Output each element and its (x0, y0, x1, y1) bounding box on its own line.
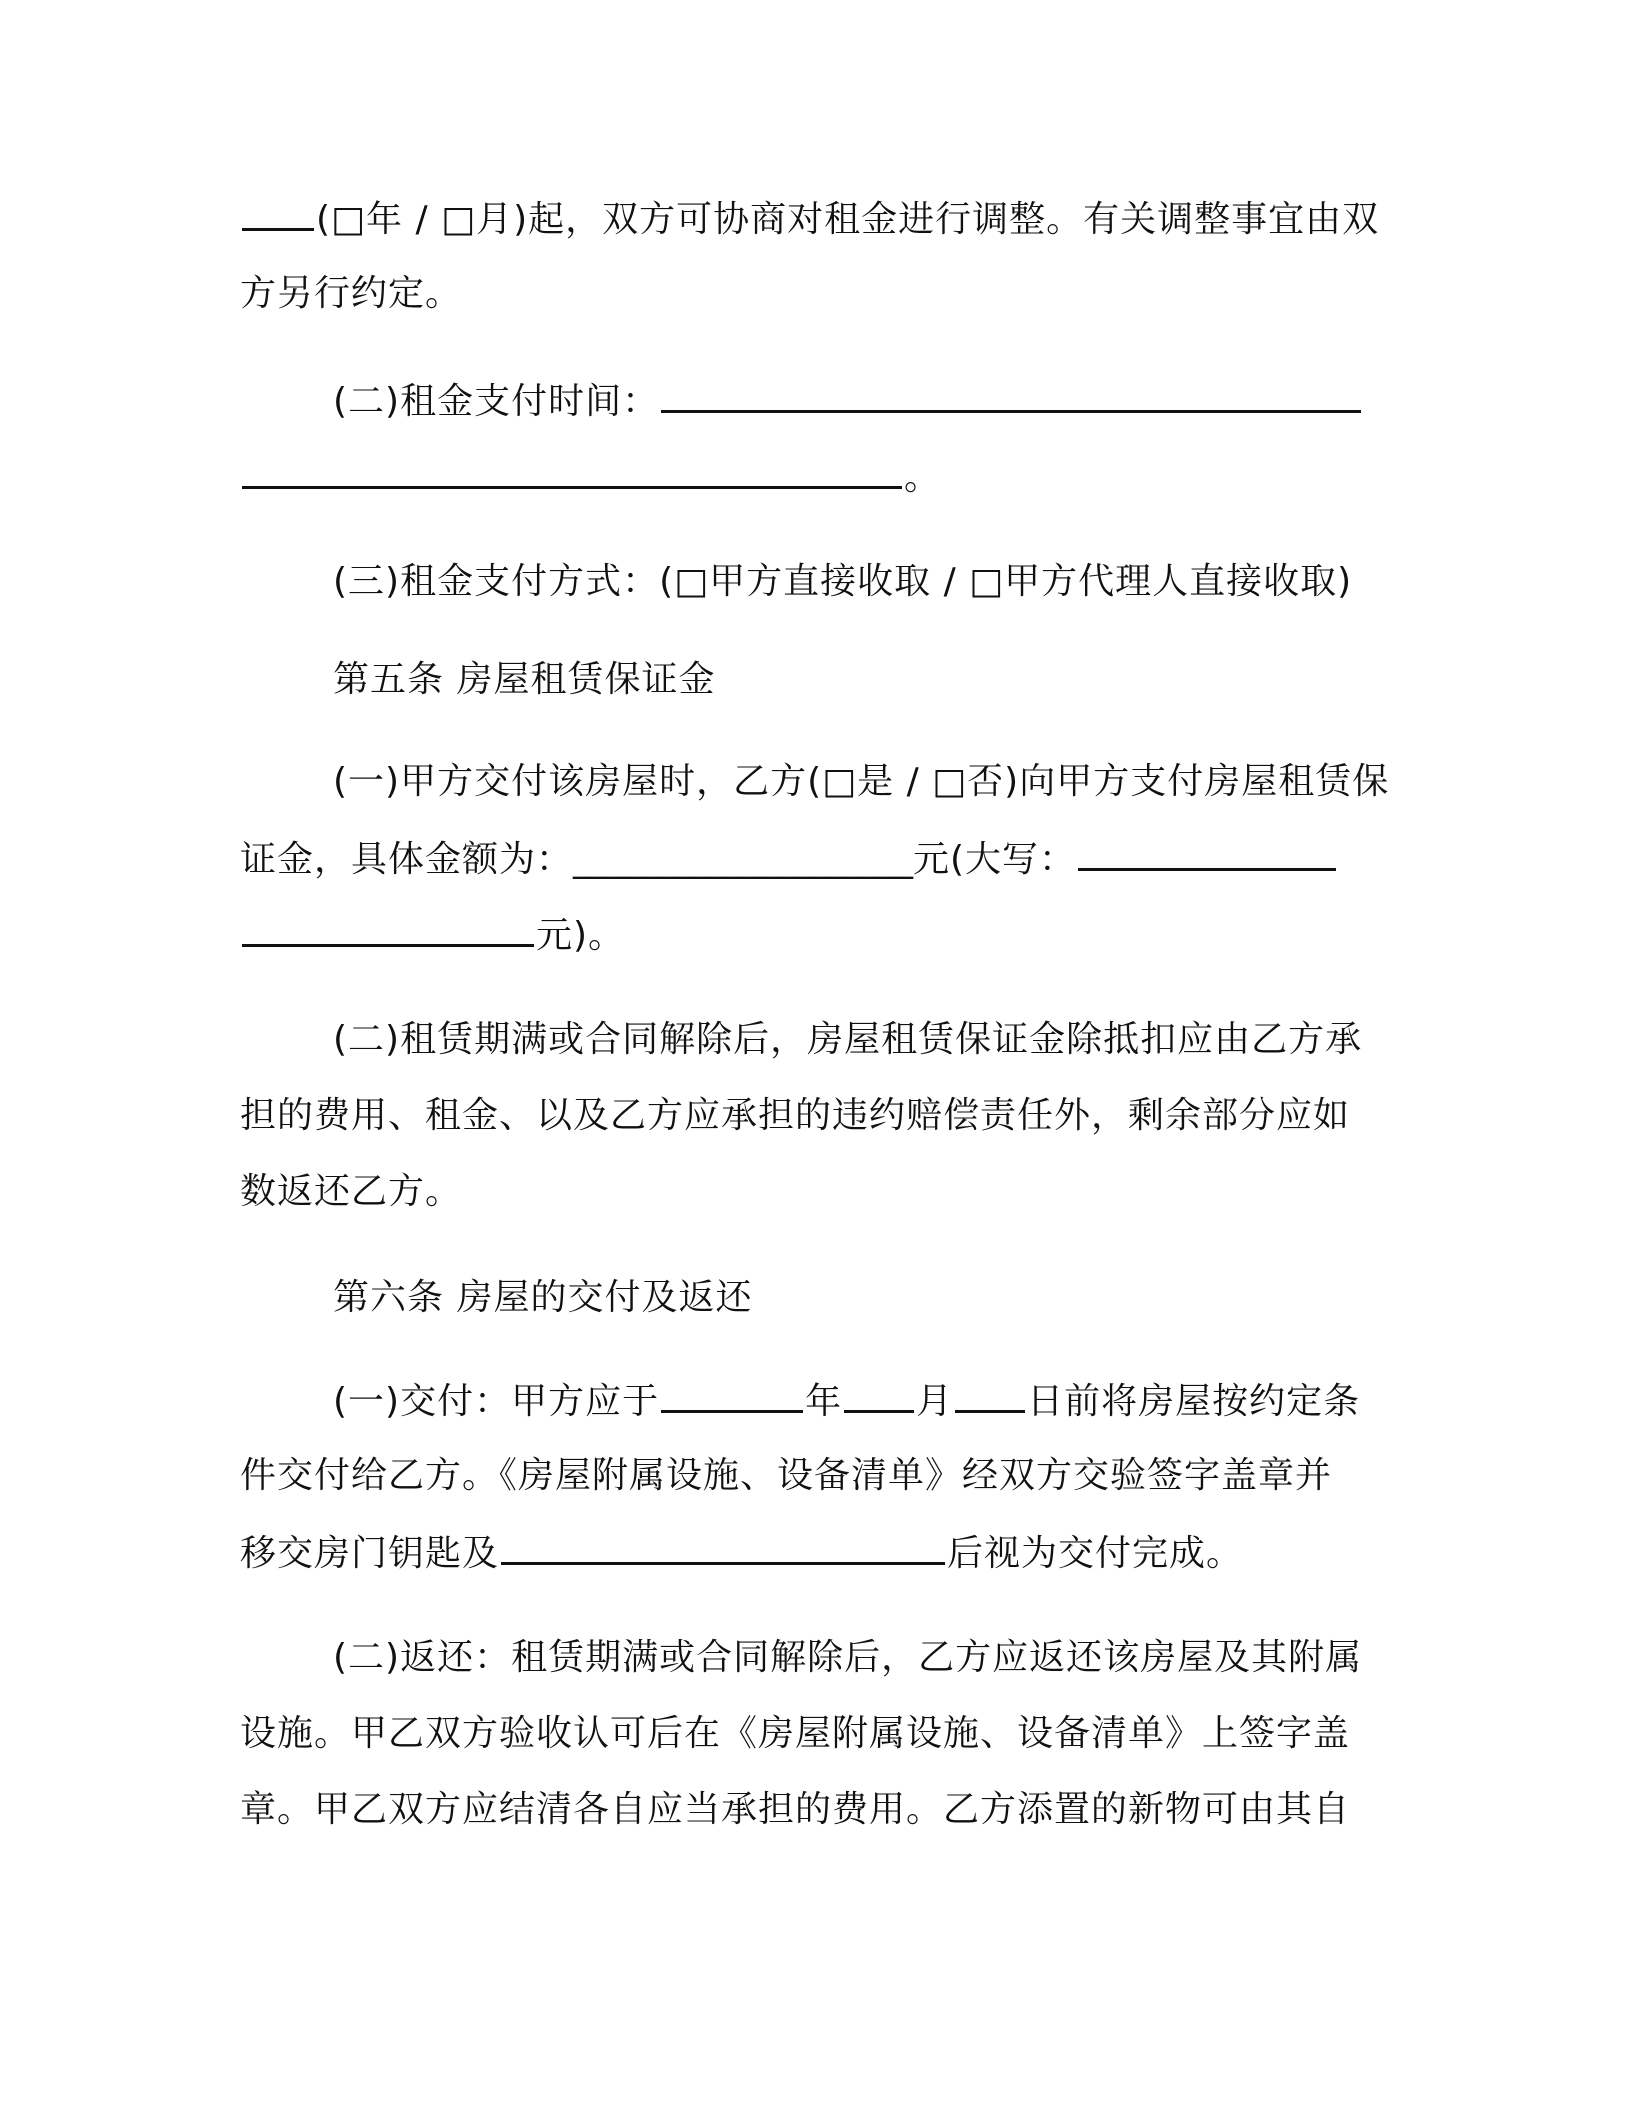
paragraph-line (240, 828, 1338, 888)
rent-payment-time-label: (二)租金支付时间： (333, 381, 660, 422)
paragraph-line (240, 904, 625, 964)
deposit-capital-label: 元(大写： (913, 839, 1077, 880)
deposit-capital-end: 元)。 (536, 915, 626, 956)
article-heading (333, 1268, 752, 1328)
return-line2: 设施。甲乙双方验收认可后在《房屋附属设施、设备清单》上签字盖 (240, 1713, 1351, 1754)
deposit-amount-label: 证金，具体金额为： (240, 839, 574, 880)
deposit-item1-line1: (一)甲方交付该房屋时，乙方(□是 / □否)向甲方支付房屋租赁保 (333, 761, 1390, 802)
deposit-item2-line2: 担的费用、租金、以及乙方应承担的违约赔偿责任外，剩余部分应如 (240, 1095, 1351, 1136)
return-line1: (二)返还：租赁期满或合同解除后，乙方应返还该房屋及其附属 (333, 1637, 1363, 1678)
delivery-year: 年 (805, 1381, 843, 1422)
paragraph-line (333, 370, 1363, 430)
delivery-keys-label: 移交房门钥匙及 (240, 1533, 500, 1574)
article-heading (333, 650, 715, 710)
deposit-item2-line1: (二)租赁期满或合同解除后，房屋租赁保证金除抵扣应由乙方承 (333, 1019, 1363, 1060)
delivery-month: 月 (916, 1381, 954, 1422)
deposit-item2-line3: 数返还乙方。 (240, 1171, 463, 1212)
rent-adjust-text: (□年 / □月)起，双方可协商对租金进行调整。有关调整事宜由双 (316, 199, 1380, 240)
blank-underline (661, 1370, 803, 1413)
paragraph-line (333, 1010, 1362, 1070)
paragraph-line (333, 1628, 1362, 1688)
delivery-line2: 件交付给乙方。《房屋附属设施、设备清单》经双方交验签字盖章并 (240, 1455, 1333, 1496)
delivery-complete-text: 后视为交付完成。 (947, 1533, 1244, 1574)
paragraph-line (240, 1446, 1332, 1506)
paragraph-line (240, 264, 462, 324)
blank-underline (844, 1370, 914, 1413)
paragraph-line (333, 552, 1352, 612)
blank-underline (242, 904, 534, 947)
paragraph-line (240, 1162, 462, 1222)
delivery-label: (一)交付：甲方应于 (333, 1381, 660, 1422)
return-line3: 章。甲乙双方应结清各自应当承担的费用。乙方添置的新物可由其自 (240, 1789, 1351, 1830)
blank-underline (501, 1522, 945, 1565)
article6-heading: 第六条 房屋的交付及返还 (333, 1277, 753, 1318)
blank-underline (242, 446, 902, 489)
paragraph-line (240, 1522, 1243, 1582)
paragraph-line (240, 1704, 1350, 1764)
blank-underline (955, 1370, 1025, 1413)
blank-underline (1078, 828, 1336, 871)
rent-adjust-text-cont: 方另行约定。 (240, 273, 463, 314)
paragraph-line (240, 1780, 1350, 1840)
article5-heading: 第五条 房屋租赁保证金 (333, 659, 716, 700)
rent-payment-method: (三)租金支付方式：(□甲方直接收取 / □甲方代理人直接收取) (333, 561, 1353, 602)
paragraph-line (240, 446, 941, 506)
paragraph-line (333, 752, 1389, 812)
paragraph-line (240, 188, 1379, 248)
paragraph-line (333, 1370, 1360, 1430)
deposit-amount-blank: ____________________ (573, 840, 914, 880)
delivery-day-text: 日前将房屋按约定条 (1027, 1381, 1361, 1422)
paragraph-line (240, 1086, 1350, 1146)
blank-underline (242, 188, 314, 231)
blank-underline (661, 370, 1361, 413)
rent-payment-time-end: 。 (904, 457, 942, 498)
